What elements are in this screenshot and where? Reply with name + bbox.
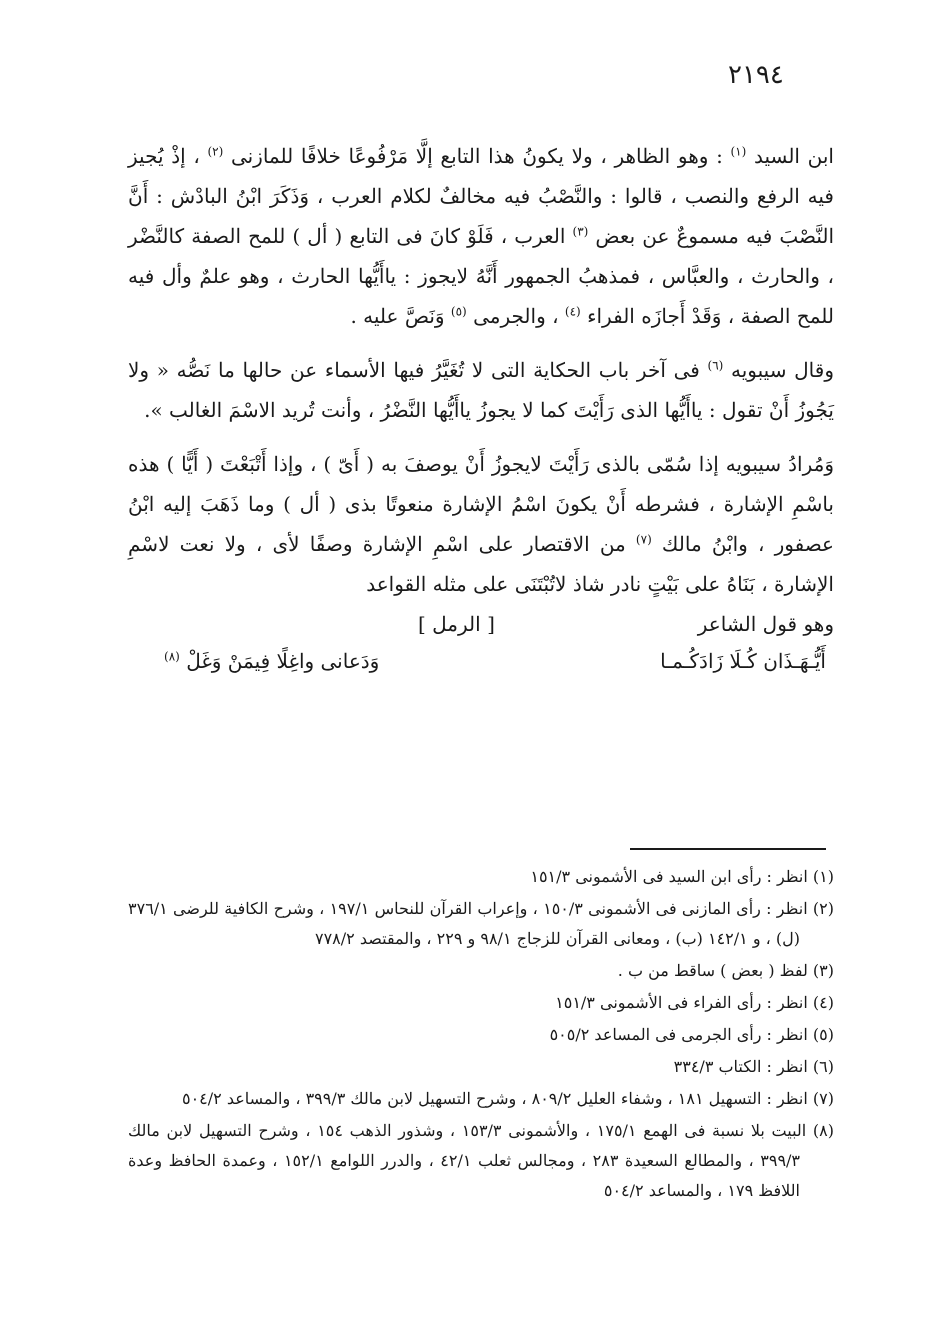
footnote: (٨) البيت بلا نسبة فى الهمع ١٧٥/١ ، والأشمونى ١٥٣/٣ ، وشذور الذهب ١٥٤ ، وشرح التسهيل لابن مالك ٣٩٩/٣ ، والمطالع السعيدة ٢٨٣ ، ومجالس ثعلب ٤٢/١ ، والدرر اللوامع ١٥٢/١ ، وعمدة الحافظ وعدة اللافظ ١٧٩ ، والمساعد ٥٠٤/٢	[128, 1121, 834, 1200]
text-run: من الاقتصار على اسْمِ الإشارة وصفًا لأى ، ولا نعت لاسْمِ الإشارة ، بَنَاهُ على بَيْتٍ نادر شاذ لاتُبْتَنَى على مثله القواعد	[128, 532, 834, 596]
text-run: ، والجرمى	[466, 304, 565, 328]
footnote-ref: (٦)	[707, 358, 724, 373]
verse-line	[128, 644, 834, 678]
footnote-separator	[630, 848, 826, 850]
text-run: العرب ، فَلَوْ كانَ فى التابع ( أل ) للمح الصفة كالنَّضْر ، والحارث ، والعبَّاس ، فمذهبُ الجمهور أَنَّهُ لايجوز : ياأَيُّها الحارث ، وهو علمٌ وأل فيه للمح الصفة ، وَقَدْ أَجازَه الفراء	[128, 224, 834, 328]
footnote-ref: (١)	[730, 144, 747, 159]
text-run: وقال سيبويه	[723, 358, 834, 382]
footnote: (١) انظر : رأى ابن السيد فى الأشمونى ١٥١/٣	[530, 867, 834, 886]
paragraph	[128, 136, 834, 336]
verse-second-text: وَدَعانى واغِلًا فِيمَنْ وَغَلْ	[186, 649, 380, 673]
main-text	[128, 136, 834, 678]
footnote: (٢) انظر : رأى المازنى فى الأشمونى ١٥٠/٣ ، وإعراب القرآن للنحاس ١٩٧/١ ، وشرح الكافية للرضى ٣٧٦/١ (ل) ، و ١٤٢/١ (ب) ، ومعانى القرآن للزجاج ٩٨/١ و ٢٢٩ ، والمقتصد ٧٧٨/٢	[128, 899, 834, 948]
text-run: فى آخر باب الحكاية التى لا تُغَيَّرُ فيها الأسماء عن حالها ما نَصُّه « ولا يَجُوزُ أَنْ تقول : ياأَيُّها الذى رَأَيْتَ كما لا يجوزُ ياأَيُّها النَّضْرُ ، وأنت تُريد الاسْمَ الغالب ».	[128, 358, 834, 422]
footnote-ref: (٥)	[450, 304, 467, 319]
verse-intro: وهو قول الشاعر	[697, 612, 834, 636]
paragraph	[128, 350, 834, 430]
footnotes	[128, 862, 834, 1206]
page-number: ٢١٩٤	[728, 60, 784, 90]
paragraph	[128, 444, 834, 604]
text-run: ، إذْ يُجيز فيه الرفع والنصب ، قالوا : والنَّصْبُ فيه مخالفٌ لكلام العرب ، وَذَكَرَ ابْنُ البادْش : أَنَّ النَّصْبَ فيه مسموعٌ عن بعض	[128, 144, 835, 248]
verse-meter: [ الرمل ]	[418, 612, 495, 636]
footnote: (٥) انظر : رأى الجرمى فى المساعد ٥٠٥/٢	[549, 1025, 834, 1044]
footnote-ref: (٤)	[564, 304, 581, 319]
footnote: (٤) انظر : رأى الفراء فى الأشمونى ١٥١/٣	[555, 993, 834, 1012]
verse-intro-line	[128, 604, 834, 644]
footnote: (٦) انظر : الكتاب ٣٣٤/٣	[673, 1057, 834, 1076]
text-run: ابن السيد	[746, 144, 834, 168]
footnote: (٧) انظر : التسهيل ١٨١ ، وشفاء العليل ٨٠٩/٢ ، وشرح التسهيل لابن مالك ٣٩٩/٣ ، والمساعد ٥٠٤/٢	[181, 1089, 834, 1108]
footnote-ref: (٢)	[207, 144, 224, 159]
footnote-ref: (٧)	[635, 532, 652, 547]
footnote-ref: (٨)	[164, 649, 180, 664]
text-run: : وهو الظاهر ، ولا يكونُ هذا التابع إلَّا مَرْفُوعًا خلافًا للمازنى	[223, 144, 731, 168]
verse-first-hemistich: أَيُّـهَـذَان كُـلَا زَادَكُـمـا	[660, 649, 826, 673]
verse-second-hemistich	[164, 644, 379, 678]
text-run: وَنَصَّ عليه .	[350, 304, 451, 328]
footnote-ref: (٣)	[572, 224, 589, 239]
footnote: (٣) لفظ ( بعض ) ساقط من ب .	[617, 961, 834, 980]
text-run: وَمُرادُ سيبويه إذا سُمّى بالذى رَأَيْتَ لايجوزُ أَنْ يوصفَ به ( أَىّ ) ، وإذا أَتْبَعْتَ ( أَيًّا ) هذه باسْمِ الإشارة ، فشرطه أَنْ يكونَ اسْمُ الإشارة منعوتًا بذى ( أل ) وما ذَهَبَ إليه ابْنُ عصفور ، وابْنُ مالك	[128, 452, 834, 556]
